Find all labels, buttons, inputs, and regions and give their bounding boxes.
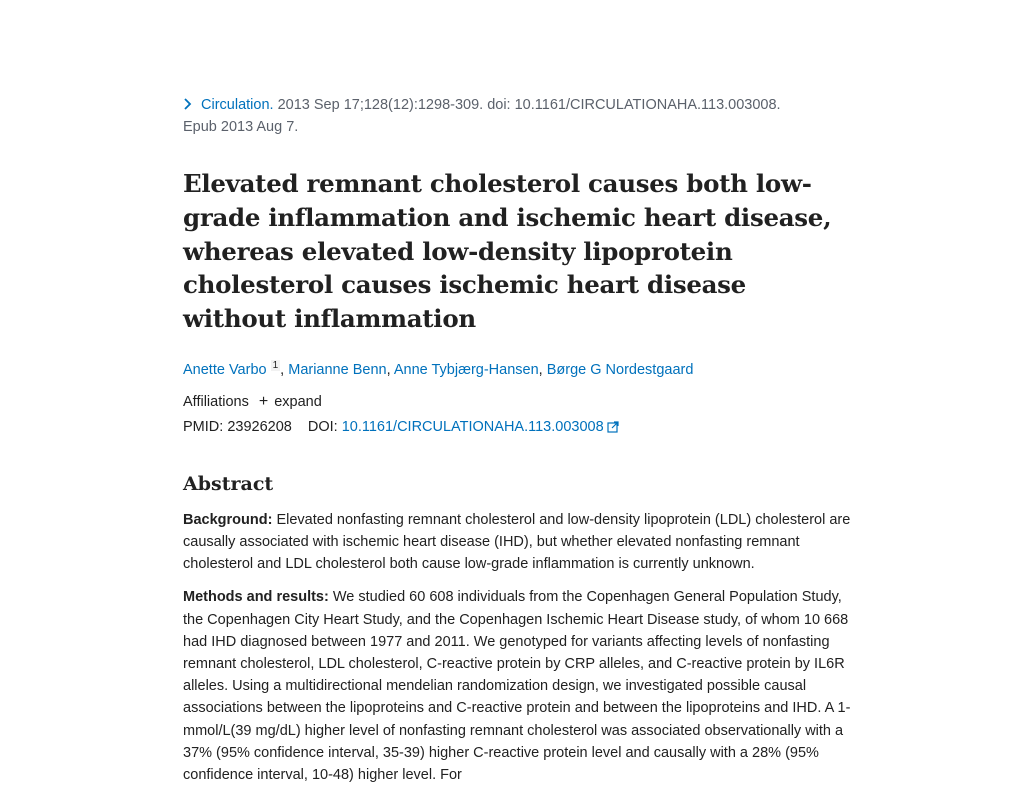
plus-icon: + (258, 392, 269, 410)
pmid-label: PMID: (183, 418, 224, 435)
expand-label: expand (274, 393, 322, 410)
author-link[interactable]: Anette Varbo (183, 361, 267, 378)
author-list: Anette Varbo $^1$ , Marianne Benn, Anne Tybjærg-Hansen, Børge G Nordestgaard (183, 359, 694, 378)
external-link-icon (604, 419, 619, 435)
affiliations-expand-button[interactable] (259, 394, 322, 410)
author-link[interactable]: Marianne Benn (288, 361, 387, 378)
chevron-right-icon[interactable] (183, 94, 197, 116)
background-label: Background: (183, 511, 273, 528)
doi-link[interactable] (342, 419, 619, 435)
doi-label: DOI: (307, 418, 338, 435)
author-link[interactable]: Børge G Nordestgaard (546, 361, 694, 378)
abstract-section (183, 473, 853, 786)
methods-text: We studied 60 608 individuals from the Copenhagen General Population Study, the Copenhagen City Heart Study, and the Copenhagen Ischemic Heart Disease study, of whom 10 668 had IHD diagnosed between 1977 and 2011. We genotyped for variants affecting levels of nonfasting remnant cholesterol, LDL cholesterol, C-reactive protein by CRP alleles, and C-reactive protein by IL6R alleles. Using a multidirectional mendelian randomization design, we investigated possible causal associations between the lipoproteins and C-reactive protein and between the lipoproteins and IHD. A 1-mmol/L(39 mg/dL) higher level of nonfasting remnant cholesterol was associated observationally with a 37% (95% confidence interval, 35-39) higher C-reactive protein level and causally with a 28% (95% confidence interval, 10-48) higher level. For (183, 589, 851, 784)
affiliations-label: Affiliations (183, 393, 249, 410)
citation-details: 2013 Sep 17;128(12):1298-309. doi: 10.1161/CIRCULATIONAHA.113.003008. (277, 97, 781, 113)
methods-label: Methods and results: (183, 589, 329, 606)
background-text: Elevated nonfasting remnant cholesterol and low-density lipoprotein (LDL) cholesterol are causally associated with ischemic heart disease (IHD), but whether elevated nonfasting remnant cholesterol and LDL cholesterol both cause low-grade inflammation is currently unknown. (183, 511, 851, 573)
affiliation-ref[interactable]: 1 (272, 359, 279, 371)
doi-value: 10.1161/CIRCULATIONAHA.113.003008 (341, 418, 604, 435)
affiliations-row (183, 391, 853, 413)
article (183, 94, 853, 786)
author-link[interactable]: Anne Tybjærg-Hansen (393, 361, 539, 378)
abstract-methods (183, 586, 853, 786)
abstract-background (183, 509, 853, 576)
journal-link[interactable]: Circulation. (201, 97, 274, 113)
pmid-value: 23926208 (227, 418, 292, 435)
abstract-heading: Abstract (183, 472, 274, 495)
article-title: Elevated remnant cholesterol causes both low-grade inflammation and ischemic heart disease, whereas elevated low-density lipoprotein cholesterol causes ischemic heart disease without inflammation (183, 169, 832, 334)
citation (183, 94, 853, 138)
epub-date: Epub 2013 Aug 7. (183, 119, 299, 135)
identifiers (183, 416, 853, 438)
